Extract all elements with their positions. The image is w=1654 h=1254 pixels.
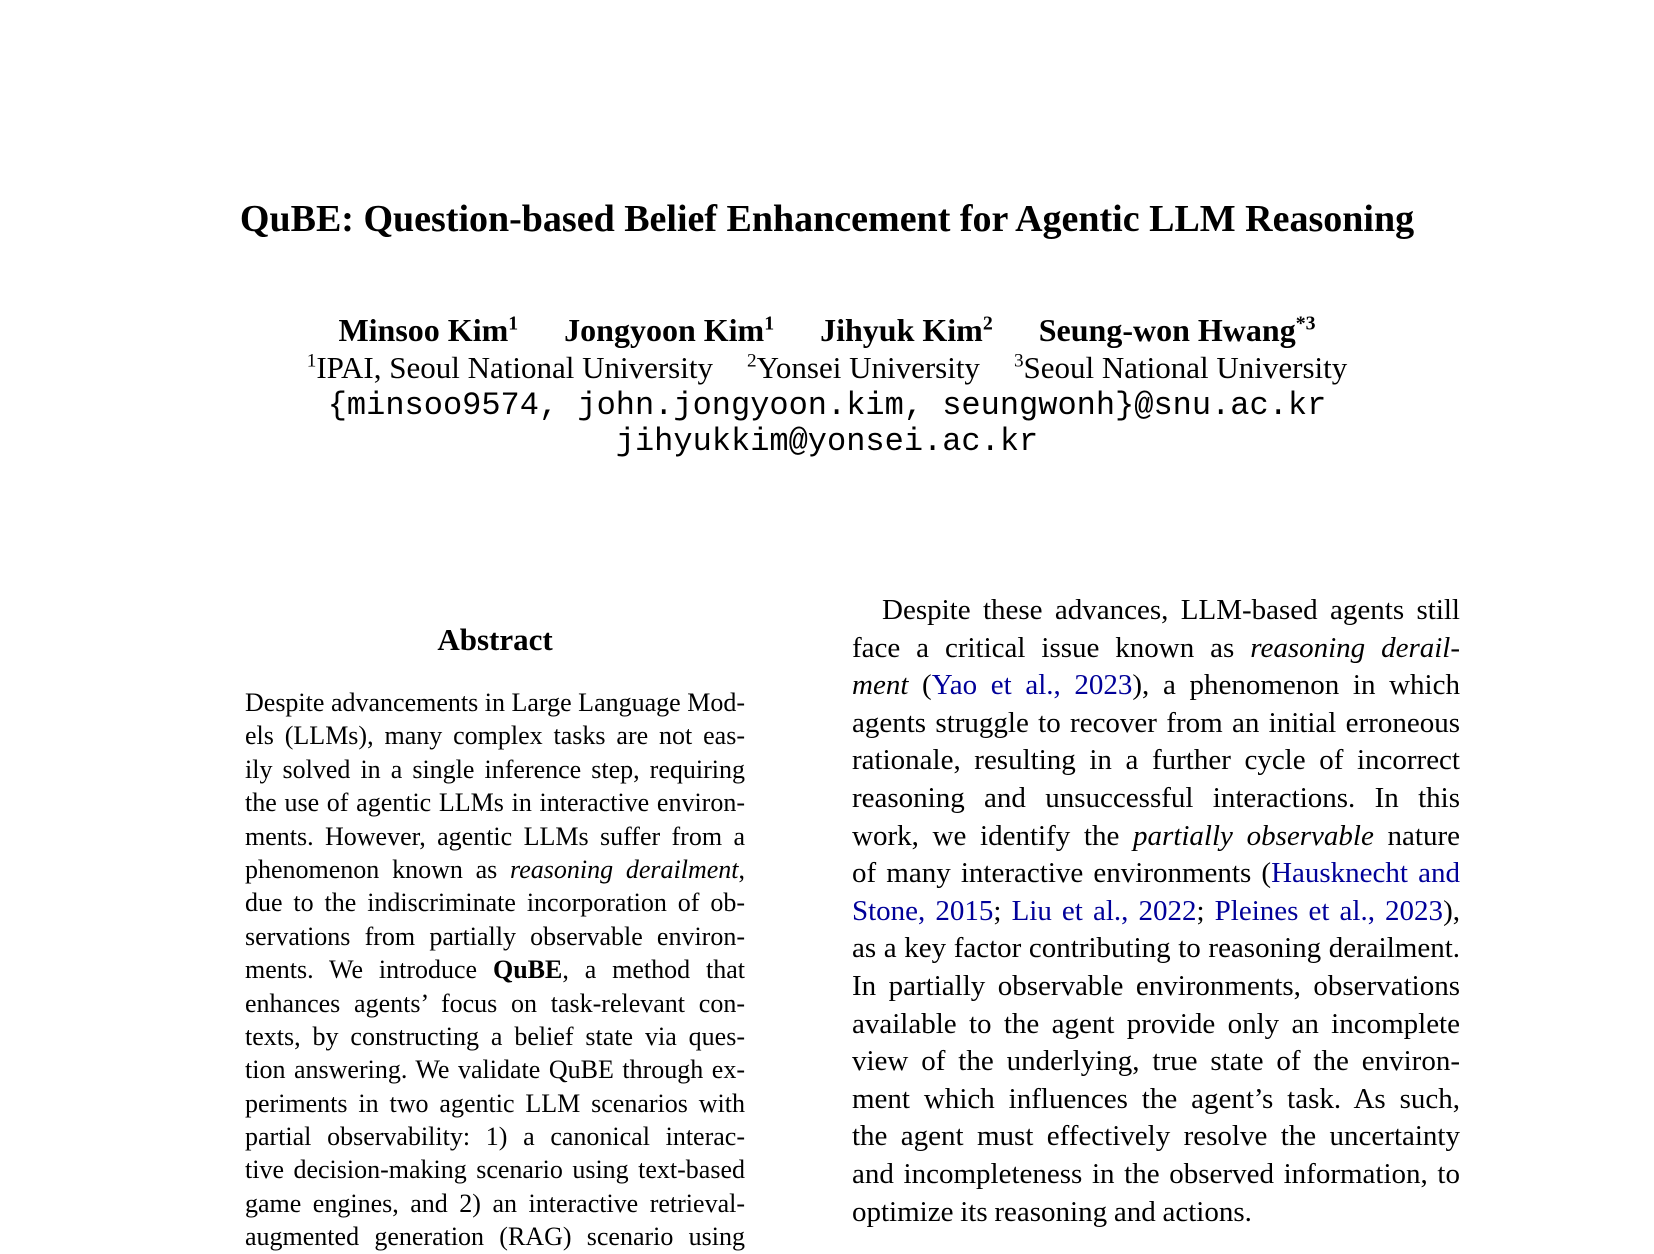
citation-link[interactable]: Hausknecht and: [1271, 857, 1460, 890]
text-line: [245, 1020, 745, 1053]
affiliation-line: [0, 349, 1654, 387]
author-name: Jihyuk Kim$^2$: [820, 312, 993, 348]
author-name: Jongyoon Kim$^1$: [564, 312, 775, 348]
text-line: [852, 1081, 1460, 1119]
text-span: the agent must effectively resolve the uncertainty: [852, 1120, 1460, 1153]
text-span: agents struggle to recover from an initial erroneous: [852, 706, 1460, 739]
text-line: [245, 920, 745, 953]
text-span: partially observable: [1133, 819, 1374, 852]
text-span: In partially observable environments, observations: [852, 969, 1460, 1002]
text-line: [245, 786, 745, 819]
author-name: Seung-won Hwang$^{*3}$: [1038, 312, 1316, 348]
text-line: [245, 1220, 745, 1253]
citation-link[interactable]: Stone, 2015: [852, 894, 994, 927]
email-line-1: {minsoo9574, john.jongyoon.kim, seungwonh}@snu.ac.kr: [327, 387, 1327, 424]
citation-link[interactable]: Liu et al., 2022: [1011, 894, 1197, 927]
text-span: ;: [1196, 894, 1215, 927]
affiliation-superscript: 3: [1013, 350, 1024, 372]
text-span: view of the underlying, true state of the environ-: [852, 1045, 1460, 1078]
text-line: [245, 853, 745, 886]
author-superscript: 1: [508, 312, 519, 335]
text-span: rationale, resulting in a further cycle of incorrect: [852, 744, 1460, 777]
text-span: QuBE: [492, 955, 563, 985]
text-span: nature: [1373, 819, 1460, 852]
text-span: the use of agentic LLMs in interactive environ-: [245, 788, 745, 818]
abstract-body: [245, 686, 745, 1254]
text-line: [245, 1187, 745, 1220]
author-name: Minsoo Kim$^1$: [338, 312, 519, 348]
text-span: due to the indiscriminate incorporation of ob-: [245, 888, 745, 918]
text-line: [852, 893, 1460, 931]
text-line: [852, 1156, 1460, 1194]
text-span: reasoning derail-: [1250, 631, 1460, 664]
text-line: [245, 886, 745, 919]
text-line: [245, 987, 745, 1020]
text-line: [245, 686, 745, 719]
paper-title: QuBE: Question-based Belief Enhancement for Agentic LLM Reasoning: [239, 198, 1415, 240]
affiliation-superscript: 2: [746, 350, 757, 372]
author-superscript: 2: [982, 312, 993, 335]
text-span: ments. However, agentic LLMs suffer from a: [245, 821, 745, 851]
text-span: (: [908, 669, 932, 702]
text-span: optimize its reasoning and actions.: [852, 1195, 1252, 1228]
text-span: ment which influences the agent’s task. As such,: [852, 1082, 1460, 1115]
text-span: as a key factor contributing to reasoning derailment.: [852, 932, 1460, 965]
text-line: [245, 820, 745, 853]
text-span: phenomenon known as: [245, 854, 511, 884]
text-span: servations from partially observable environ-: [245, 921, 745, 951]
text-span: texts, by constructing a belief state via ques-: [245, 1021, 745, 1051]
text-span: of many interactive environments (: [852, 857, 1272, 890]
text-span: periments in two agentic LLM scenarios with: [245, 1088, 745, 1118]
text-span: tive decision-making scenario using text-based: [245, 1155, 745, 1185]
text-line: [852, 968, 1460, 1006]
text-span: partial observability: 1) a canonical interac-: [245, 1122, 745, 1152]
text-span: ily solved in a single inference step, requiring: [245, 754, 745, 784]
text-line: [852, 705, 1460, 743]
text-line: [245, 753, 745, 786]
text-span: reasoning derailment: [510, 854, 739, 884]
text-line: [245, 953, 745, 986]
affiliation: $^1$IPAI, Seoul National University: [306, 350, 713, 385]
text-span: tion answering. We validate QuBE through ex-: [245, 1055, 745, 1085]
text-line: [852, 1006, 1460, 1044]
text-line: [852, 930, 1460, 968]
text-span: work, we identify the: [852, 819, 1134, 852]
email-line-2: jihyukkim@yonsei.ac.kr: [615, 423, 1039, 460]
text-span: Despite these advances, LLM-based agents still: [882, 594, 1460, 626]
text-line: [245, 1153, 745, 1186]
text-span: els (LLMs), many complex tasks are not eas-: [245, 721, 745, 751]
text-span: ments. We introduce: [245, 955, 493, 985]
affiliation: $^3$Seoul National University: [1013, 350, 1348, 385]
text-span: enhances agents’ focus on task-relevant con-: [245, 988, 745, 1018]
text-span: ment: [852, 669, 909, 702]
text-line: [245, 1053, 745, 1086]
author-superscript: *3: [1295, 312, 1316, 335]
text-span: ,: [738, 854, 745, 884]
text-span: , a method that: [562, 955, 745, 985]
text-line: [852, 780, 1460, 818]
text-line: [852, 1194, 1460, 1232]
introduction-column: [852, 592, 1460, 1231]
text-span: ), a phenomenon in which: [1132, 669, 1460, 702]
citation-link[interactable]: Pleines et al., 2023: [1214, 894, 1444, 927]
text-span: face a critical issue known as: [852, 631, 1251, 664]
text-span: ),: [1443, 894, 1460, 927]
text-line: [852, 818, 1460, 856]
text-line: [245, 1120, 745, 1153]
affiliation: $^2$Yonsei University: [746, 350, 980, 385]
abstract-heading: Abstract: [437, 622, 553, 657]
text-line: [852, 667, 1460, 705]
text-line: [852, 592, 1460, 630]
text-line: [245, 1087, 745, 1120]
text-span: Despite advancements in Large Language Mod-: [245, 688, 745, 717]
text-span: augmented generation (RAG) scenario using: [245, 1222, 745, 1252]
text-line: [852, 1043, 1460, 1081]
text-span: and incompleteness in the observed information, to: [852, 1157, 1460, 1190]
text-span: game engines, and 2) an interactive retrieval-: [245, 1188, 745, 1218]
text-span: reasoning and unsuccessful interactions. In this: [852, 781, 1460, 814]
affiliation-superscript: 1: [306, 350, 317, 372]
text-line: [852, 855, 1460, 893]
citation-link[interactable]: Yao et al., 2023: [931, 669, 1133, 702]
text-span: ;: [993, 894, 1012, 927]
text-line: [852, 1118, 1460, 1156]
text-span: available to the agent provide only an incomplete: [852, 1007, 1460, 1040]
text-line: [245, 719, 745, 752]
author-superscript: 1: [764, 312, 775, 335]
text-line: [852, 742, 1460, 780]
author-line: [0, 310, 1654, 350]
text-line: [852, 630, 1460, 668]
